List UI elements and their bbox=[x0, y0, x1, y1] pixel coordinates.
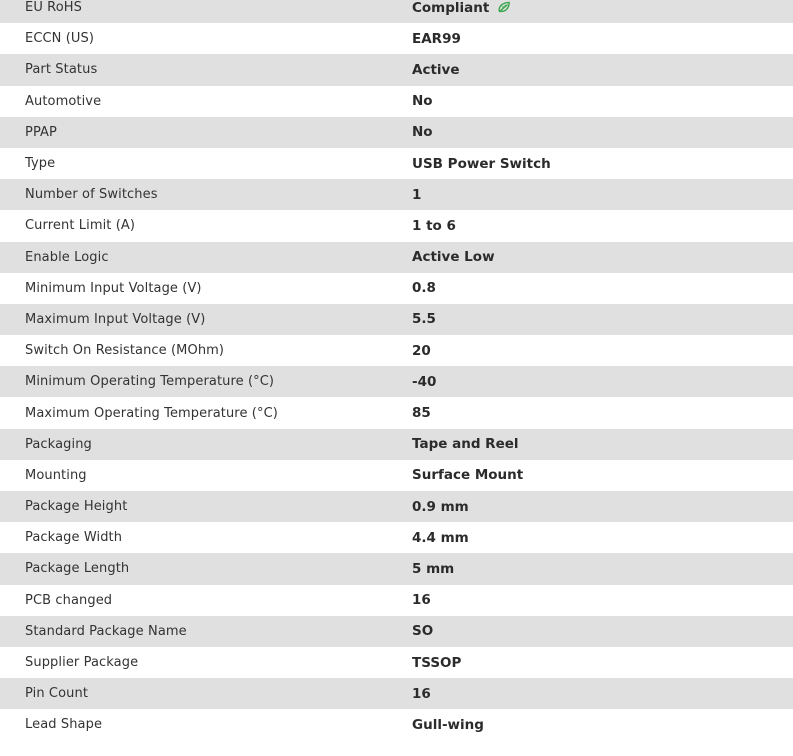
spec-label: Enable Logic bbox=[25, 249, 109, 265]
spec-value: Surface Mount bbox=[412, 467, 524, 484]
spec-row-number-of-switches bbox=[0, 179, 793, 210]
spec-value: Gull-wing bbox=[412, 716, 484, 733]
spec-label: Mounting bbox=[25, 467, 87, 483]
spec-row-min-operating-temp bbox=[0, 366, 793, 397]
spec-value: USB Power Switch bbox=[412, 155, 551, 172]
spec-row-lead-shape bbox=[0, 709, 793, 740]
spec-value: 5.5 bbox=[412, 311, 436, 328]
spec-value: 0.8 bbox=[412, 280, 436, 297]
spec-label: Number of Switches bbox=[25, 187, 158, 203]
spec-value: 4.4 mm bbox=[412, 529, 469, 546]
spec-row-packaging bbox=[0, 429, 793, 460]
spec-row-pcb-changed bbox=[0, 585, 793, 616]
spec-row-standard-package-name bbox=[0, 616, 793, 647]
spec-label: Maximum Operating Temperature (°C) bbox=[25, 405, 278, 421]
spec-value: EAR99 bbox=[412, 30, 461, 47]
spec-label: Maximum Input Voltage (V) bbox=[25, 311, 206, 327]
spec-row-package-height bbox=[0, 491, 793, 522]
spec-value: 20 bbox=[412, 342, 431, 359]
leaf-icon bbox=[497, 0, 511, 14]
spec-label: Part Status bbox=[25, 62, 98, 78]
spec-value: 85 bbox=[412, 405, 431, 422]
spec-label: Type bbox=[25, 156, 56, 172]
spec-row-current-limit bbox=[0, 210, 793, 241]
spec-row-part-status bbox=[0, 54, 793, 85]
spec-label: ECCN (US) bbox=[25, 31, 95, 47]
spec-row-automotive bbox=[0, 86, 793, 117]
spec-row-enable-logic bbox=[0, 242, 793, 273]
spec-value: 1 bbox=[412, 186, 422, 203]
spec-row-pin-count bbox=[0, 678, 793, 709]
spec-row-supplier-package bbox=[0, 647, 793, 678]
spec-row-ppap bbox=[0, 117, 793, 148]
spec-label: Automotive bbox=[25, 93, 102, 109]
spec-value: 0.9 mm bbox=[412, 498, 469, 515]
spec-label: Minimum Input Voltage (V) bbox=[25, 280, 202, 296]
spec-value: Active bbox=[412, 61, 460, 78]
spec-value: No bbox=[412, 93, 433, 110]
spec-label: Supplier Package bbox=[25, 655, 139, 671]
spec-value: Tape and Reel bbox=[412, 436, 519, 453]
spec-value-text: Compliant bbox=[412, 0, 490, 16]
spec-row-package-length bbox=[0, 553, 793, 584]
spec-value: Active Low bbox=[412, 249, 495, 266]
spec-label: Minimum Operating Temperature (°C) bbox=[25, 374, 275, 390]
spec-row-max-operating-temp bbox=[0, 397, 793, 428]
spec-row-eu-rohs bbox=[0, 0, 793, 23]
spec-value: No bbox=[412, 124, 433, 141]
spec-row-type bbox=[0, 148, 793, 179]
spec-value bbox=[400, 0, 793, 23]
spec-row-switch-on-resistance bbox=[0, 335, 793, 366]
spec-label: Pin Count bbox=[25, 686, 89, 702]
spec-label: Packaging bbox=[25, 436, 92, 452]
spec-row-package-width bbox=[0, 522, 793, 553]
spec-value: 16 bbox=[412, 685, 431, 702]
spec-label: EU RoHS bbox=[25, 0, 82, 16]
spec-label: PCB changed bbox=[25, 592, 113, 608]
spec-label: Current Limit (A) bbox=[25, 218, 136, 234]
spec-label: Package Width bbox=[25, 530, 123, 546]
spec-row-min-input-voltage bbox=[0, 273, 793, 304]
spec-label: Lead Shape bbox=[25, 717, 103, 733]
spec-label: Standard Package Name bbox=[25, 623, 187, 639]
spec-value: 1 to 6 bbox=[412, 217, 456, 234]
spec-value: 16 bbox=[412, 592, 431, 609]
spec-label: Switch On Resistance (MOhm) bbox=[25, 343, 225, 359]
spec-label: Package Length bbox=[25, 561, 130, 577]
spec-value: 5 mm bbox=[412, 560, 455, 577]
spec-row-mounting bbox=[0, 460, 793, 491]
spec-label: Package Height bbox=[25, 499, 128, 515]
spec-row-max-input-voltage bbox=[0, 304, 793, 335]
spec-value: TSSOP bbox=[412, 654, 462, 671]
spec-value: -40 bbox=[412, 373, 437, 390]
spec-label: PPAP bbox=[25, 124, 57, 140]
spec-value: SO bbox=[412, 623, 434, 640]
spec-row-eccn bbox=[0, 23, 793, 54]
